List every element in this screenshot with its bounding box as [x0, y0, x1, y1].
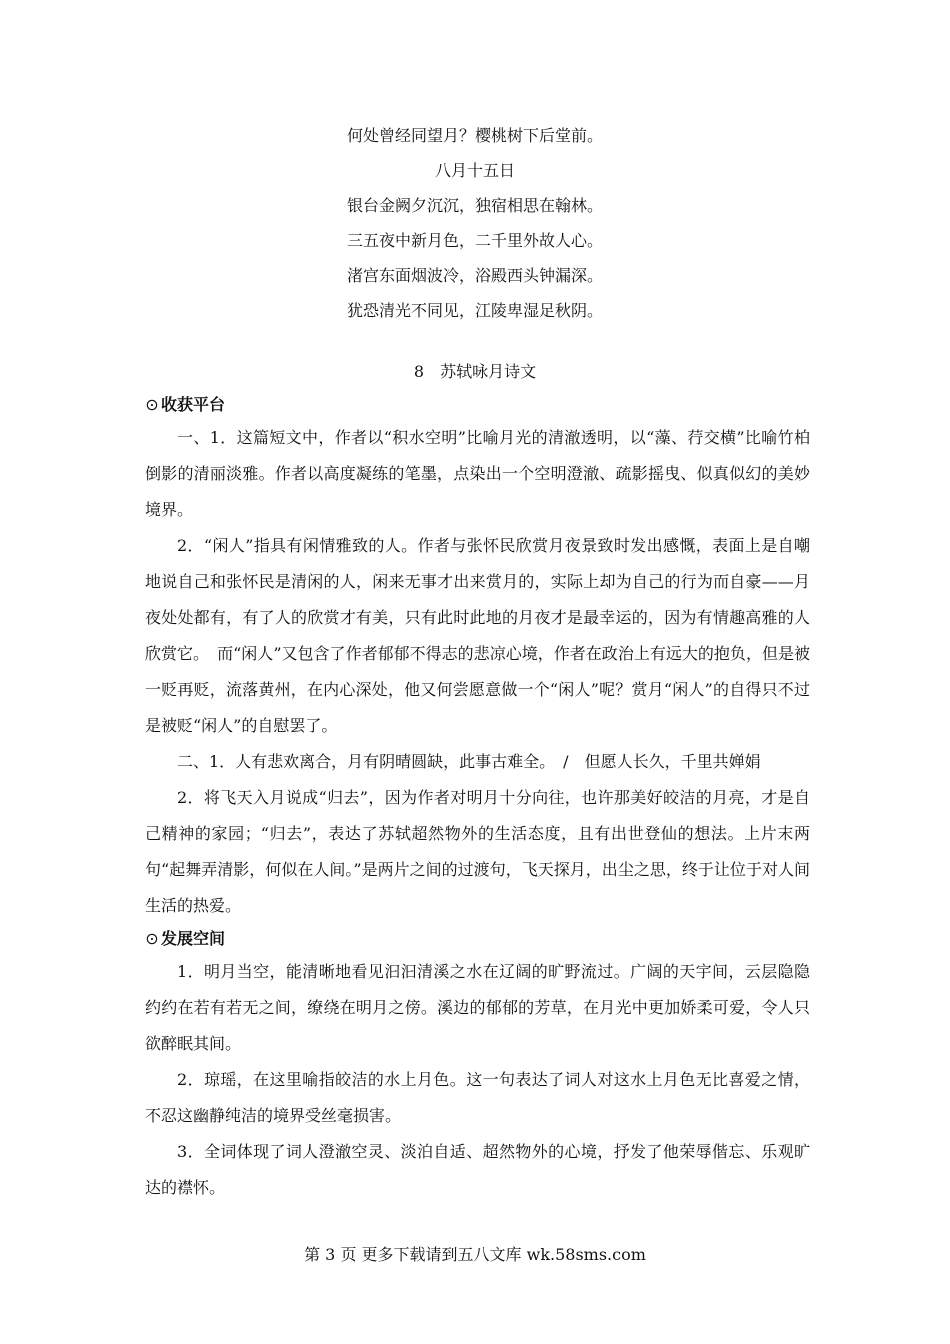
harvest-heading: [145, 390, 810, 420]
poem-title: 八月十五日: [434, 161, 515, 180]
develop-paragraph: 3．全词体现了词人澄澈空灵、淡泊自适、超然物外的心境，抒发了他荣辱偕忘、乐观旷达的襟怀。: [145, 1142, 810, 1197]
harvest-paragraph: 一、1．这篇短文中，作者以“积水空明”比喻月光的清澈透明，以“藻、荇交横”比喻竹柏倒影的清丽淡雅。作者以高度凝练的笔墨，点染出一个空明澄澈、疏影摇曳、似真似幻的美妙境界。: [145, 428, 810, 519]
develop-heading: [145, 924, 810, 954]
develop-paragraph: 1．明月当空，能清晰地看见汩汩清溪之水在辽阔的旷野流过。广阔的天宇间，云层隐隐约约在若有若无之间，缭绕在明月之傍。溪边的郁郁的芳草，在月光中更加娇柔可爱，令人只欲醉眠其间。: [145, 962, 810, 1053]
circle-dot-icon: ⊙: [145, 395, 159, 414]
circle-dot-icon: ⊙: [145, 929, 159, 948]
page-footer: 第 3 页 更多下载请到五八文库 wk.58sms.com: [304, 1245, 646, 1264]
section-title: 8 苏轼咏月诗文: [413, 362, 537, 381]
poem-line: 渚宫东面烟波冷，浴殿西头钟漏深。: [346, 266, 603, 285]
develop-paragraph: 2．琼瑶，在这里喻指皎洁的水上月色。这一句表达了词人对这水上月色无比喜爱之情，不忍这幽静纯洁的境界受丝毫损害。: [145, 1070, 810, 1125]
answers-body: [145, 390, 810, 1206]
harvest-heading-label: 收获平台: [161, 395, 226, 414]
harvest-paragraph: 2．“闲人”指具有闲情雅致的人。作者与张怀民欣赏月夜景致时发出感慨，表面上是自嘲地说自己和张怀民是清闲的人，闲来无事才出来赏月的，实际上却为自己的行为而自豪——月夜处处都有，有了人的欣赏才有美，只有此时此地的月夜才是最幸运的，因为有情趣高雅的人欣赏它。 而“闲人”又包含了作者郁郁不得志的悲凉心境，作者在政治上有远大的抱负，但是被一贬再贬，流落黄州，在内心深处，他又何尝愿意做一个“闲人”呢？赏月“闲人”的自得只不过是被贬“闲人”的自慰罢了。: [145, 536, 810, 735]
poem-line: 银台金阙夕沉沉，独宿相思在翰林。: [346, 196, 603, 215]
harvest-paragraph: 2．将飞天入月说成“归去”，因为作者对明月十分向往，也许那美好皎洁的月亮，才是自己精神的家园；“归去”，表达了苏轼超然物外的生活态度，且有出世登仙的想法。上片末两句“起舞弄清影，何似在人间。”是两片之间的过渡句，飞天探月，出尘之思，终于让位于对人间生活的热爱。: [145, 788, 810, 915]
poem-line: 三五夜中新月色，二千里外故人心。: [346, 231, 603, 250]
poem-block: [0, 118, 950, 328]
poem-line: 何处曾经同望月？樱桃树下后堂前。: [346, 126, 603, 145]
develop-heading-label: 发展空间: [161, 929, 226, 948]
harvest-paragraph: 二、1．人有悲欢离合，月有阴晴圆缺，此事古难全。 / 但愿人长久，千里共婵娟: [177, 752, 761, 771]
poem-line: 犹恐清光不同见，江陵卑湿足秋阴。: [346, 301, 603, 320]
